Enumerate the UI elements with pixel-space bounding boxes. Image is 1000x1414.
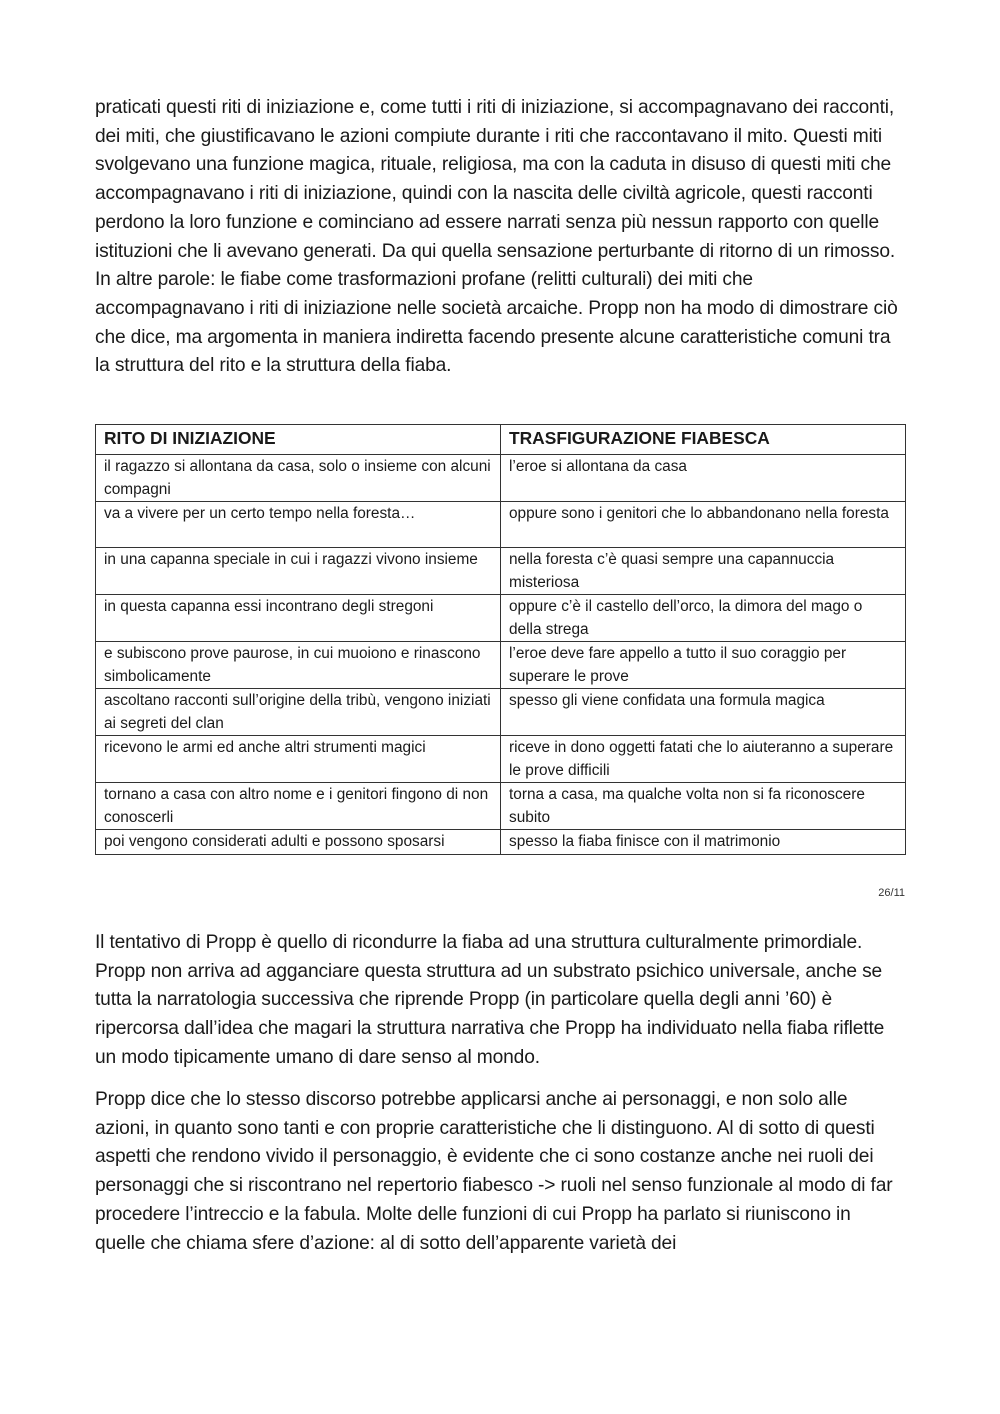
rito-cell: il ragazzo si allontana da casa, solo o insieme con alcuni compagni [96,455,501,502]
fiaba-cell: torna a casa, ma qualche volta non si fa riconoscere subito [501,783,906,830]
table-row [96,548,906,595]
page-number: 26/11 [878,887,905,899]
rito-cell: ascoltano racconti sull’origine della tribù, vengono iniziati ai segreti del clan [96,689,501,736]
rito-cell: in una capanna speciale in cui i ragazzi vivono insieme [96,548,501,595]
paragraph-riti-iniziazione: praticati questi riti di iniziazione e, come tutti i riti di iniziazione, si accompagnavano dei racconti, dei miti, che giustificavano le azioni compiute durante i riti che raccontavano il mito. Questi miti svolgevano una funzione magica, rituale, religiosa, ma con la caduta in disuso di questi miti che accompagnavano i riti di iniziazione, quindi con la nascita delle civiltà agricole, questi racconti perdono la loro funzione e cominciano ad essere narrati senza più nessun rapporto con quelle istituzioni che li avevano generati. Da qui quella sensazione perturbante di ritorno di un rimosso. In altre parole: le fiabe come trasformazioni profane (relitti culturali) dei miti che accompagnavano i riti di iniziazione nelle società arcaiche. Propp non ha modo di dimostrare ciò che dice, ma argomenta in maniera indiretta facendo presente alcune caratteristiche comuni tra la struttura del rito e la struttura della fiaba. [95,97,898,377]
table-row [96,455,906,502]
table-header-row [96,425,906,455]
table-row [96,736,906,783]
rito-cell: va a vivere per un certo tempo nella foresta… [96,502,501,548]
fiaba-cell: oppure c’è il castello dell’orco, la dimora del mago o della strega [501,595,906,642]
rito-cell: ricevono le armi ed anche altri strumenti magici [96,736,501,783]
table-row [96,783,906,830]
table-row [96,642,906,689]
fiaba-cell: riceve in dono oggetti fatati che lo aiuteranno a superare le prove difficili [501,736,906,783]
fiaba-cell: spesso la fiaba finisce con il matrimonio [501,830,906,855]
fiaba-cell: oppure sono i genitori che lo abbandonano nella foresta [501,502,906,548]
header-rito: RITO DI INIZIAZIONE [96,425,501,455]
fiaba-cell: nella foresta c’è quasi sempre una capannuccia misteriosa [501,548,906,595]
fiaba-cell: l’eroe si allontana da casa [501,455,906,502]
rito-cell: in questa capanna essi incontrano degli stregoni [96,595,501,642]
table-row [96,689,906,736]
paragraph-personaggi: Propp dice che lo stesso discorso potrebbe applicarsi anche ai personaggi, e non solo alle azioni, in quanto sono tanti e con proprie caratteristiche che li distinguono. Al di sotto di questi aspetti che rendono vivido il personaggio, è evidente che ci sono costanze anche nei ruoli dei personaggi che si riscontrano nel repertorio fiabesco -> ruoli nel senso funzionale al modo di far procedere l’intreccio e la fabula. Molte delle funzioni di cui Propp ha parlato si riuniscono in quelle che chiama sfere d’azione: al di sotto dell’apparente varietà dei [95,1089,893,1254]
rito-cell: e subiscono prove paurose, in cui muoiono e rinascono simbolicamente [96,642,501,689]
paragraph-tentativo-propp: Il tentativo di Propp è quello di ricondurre la fiaba ad una struttura culturalmente primordiale. Propp non arriva ad agganciare questa struttura ad un substrato psichico universale, anche se tutta la narratologia successiva che riprende Propp (in particolare quella degli anni ’60) è ripercorsa dall’idea che magari la struttura narrativa che Propp ha individuato nella fiaba riflette un modo tipicamente umano di dare senso al mondo. [95,932,885,1068]
header-fiaba: TRASFIGURAZIONE FIABESCA [501,425,906,455]
rito-fiaba-table [95,424,906,855]
fiaba-cell: l’eroe deve fare appello a tutto il suo coraggio per superare le prove [501,642,906,689]
table-row [96,830,906,855]
table-row [96,502,906,548]
table-row [96,595,906,642]
rito-cell: tornano a casa con altro nome e i genitori fingono di non conoscerli [96,783,501,830]
fiaba-cell: spesso gli viene confidata una formula magica [501,689,906,736]
rito-cell: poi vengono considerati adulti e possono sposarsi [96,830,501,855]
